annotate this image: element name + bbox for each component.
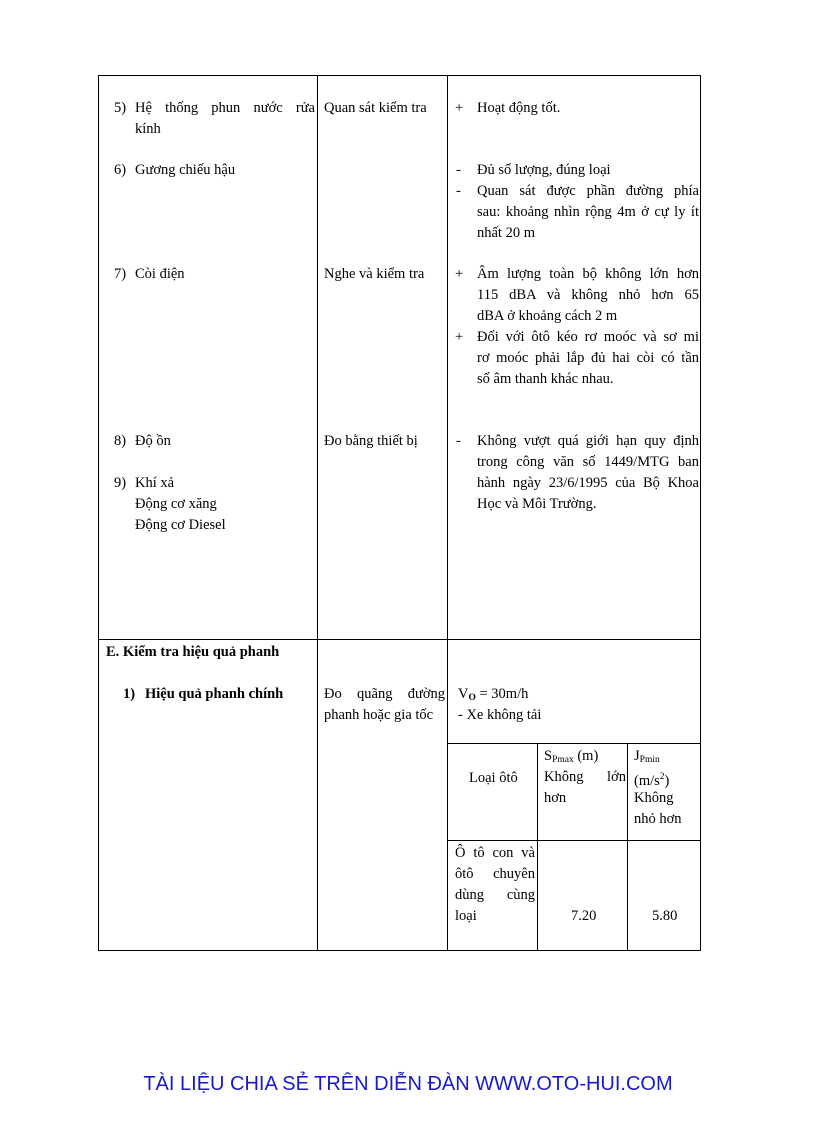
item-7-requirement-2-line3: số âm thanh khác nhau.: [477, 371, 614, 387]
subtable-header-vehicle-type: Loại ôtô: [469, 770, 518, 786]
speed-subscript: O: [468, 693, 476, 703]
speed-value: = 30m/h: [479, 686, 529, 702]
section-e-item-number: 1): [123, 686, 136, 702]
item-6-bullet-1: -: [456, 162, 461, 178]
item-5-label-line2: kính: [135, 121, 161, 137]
item-7-bullet-2: +: [455, 329, 464, 345]
speed-symbol: V: [458, 686, 469, 702]
deceleration-condition-line1: Không: [634, 790, 674, 806]
vehicle-type-line2: ôtô chuyên: [455, 866, 535, 882]
item-6-number: 6): [114, 162, 127, 178]
stopping-distance-subscript: Pmax: [552, 755, 574, 765]
item-5-requirement: Hoạt động tốt.: [477, 100, 561, 116]
subtable-col-divider-1: [537, 743, 538, 950]
table-left-border: [98, 75, 99, 951]
section-e-title: E. Kiểm tra hiệu quả phanh: [106, 644, 280, 660]
deceleration-condition-line2: nhỏ hơn: [634, 811, 682, 827]
item-9-sub-gasoline: Động cơ xăng: [135, 496, 217, 512]
item-6-requirement-2-line1: Quan sát được phần đường phía: [477, 183, 699, 199]
stopping-distance-condition-line2: hơn: [544, 790, 567, 806]
item-5-bullet: +: [455, 100, 464, 116]
subtable-header-divider: [447, 840, 700, 841]
item-6-bullet-2: -: [456, 183, 461, 199]
section-e-divider: [98, 639, 700, 640]
table-top-border: [98, 75, 700, 76]
stopping-distance-symbol: S: [544, 748, 553, 764]
item-7-requirement-2-line1: Đối với ôtô kéo rơ moóc và sơ mi: [477, 329, 699, 345]
item-8-requirement-line1: Không vượt quá giới hạn quy định: [477, 433, 699, 449]
item-6-requirement-1: Đủ số lượng, đúng loại: [477, 162, 611, 178]
deceleration-unit-exponent: 2: [659, 772, 665, 782]
vehicle-type-line1: Ô tô con và: [455, 845, 535, 861]
item-5-number: 5): [114, 100, 127, 116]
deceleration-unit-text: (m/s: [634, 773, 660, 789]
item-5-label-line1: Hệ thống phun nước rửa: [135, 100, 315, 116]
column-divider-1: [317, 75, 318, 951]
stopping-distance-value: 7.20: [571, 908, 597, 924]
item-7-requirement-1-line3: dBA ở khoảng cách 2 m: [477, 308, 618, 324]
section-e-method-line1: Đo quãng đường: [324, 686, 445, 702]
column-divider-2: [447, 75, 448, 951]
vehicle-type-line4: loại: [455, 908, 477, 924]
section-e-item-label: Hiệu quả phanh chính: [145, 686, 284, 702]
item-8-bullet: -: [456, 433, 461, 449]
item-8-requirement-line2: trong công văn số 1449/MTG ban: [477, 454, 699, 470]
table-right-border: [700, 75, 701, 951]
item-9-number: 9): [114, 475, 127, 491]
item-8-method: Đo bằng thiết bị: [324, 433, 418, 449]
item-8-requirement-line4: Học và Môi Trường.: [477, 496, 597, 512]
item-7-requirement-2-line2: rơ moóc phải lắp đủ hai còi có tần: [477, 350, 699, 366]
load-condition: - Xe không tải: [458, 707, 542, 723]
vehicle-type-line3: dùng cùng: [455, 887, 535, 903]
deceleration-subscript: Pmin: [639, 755, 660, 765]
deceleration-value: 5.80: [652, 908, 678, 924]
item-7-label: Còi điện: [135, 266, 185, 282]
subtable-top-border: [447, 743, 700, 744]
item-7-method: Nghe và kiểm tra: [324, 266, 425, 282]
table-bottom-border: [98, 950, 700, 951]
item-8-number: 8): [114, 433, 127, 449]
item-9-sub-diesel: Động cơ Diesel: [135, 517, 226, 533]
item-9-label: Khí xả: [135, 475, 175, 491]
item-6-requirement-2-line2: sau: khoảng nhìn rộng 4m ở cự ly ít: [477, 204, 699, 220]
item-5-method: Quan sát kiểm tra: [324, 100, 427, 116]
item-7-number: 7): [114, 266, 127, 282]
section-e-method-line2: phanh hoặc gia tốc: [324, 707, 434, 723]
item-7-requirement-1-line2: 115 dBA và không nhỏ hơn 65: [477, 287, 699, 303]
item-7-bullet-1: +: [455, 266, 464, 282]
stopping-distance-condition-line1: Không lớn: [544, 769, 626, 785]
subtable-col-divider-2: [627, 743, 628, 950]
stopping-distance-unit: (m): [577, 748, 599, 764]
deceleration-unit-close: ): [664, 773, 670, 789]
deceleration-symbol: J: [634, 748, 640, 764]
forum-footer-banner: TÀI LIỆU CHIA SẺ TRÊN DIỄN ĐÀN WWW.OTO-HUI.COM: [143, 1073, 673, 1095]
item-8-requirement-line3: hành ngày 23/6/1995 của Bộ Khoa: [477, 475, 699, 491]
item-6-requirement-2-line3: nhất 20 m: [477, 225, 535, 241]
item-6-label: Gương chiếu hậu: [135, 162, 236, 178]
item-7-requirement-1-line1: Âm lượng toàn bộ không lớn hơn: [477, 266, 699, 282]
item-8-label: Độ ồn: [135, 433, 171, 449]
